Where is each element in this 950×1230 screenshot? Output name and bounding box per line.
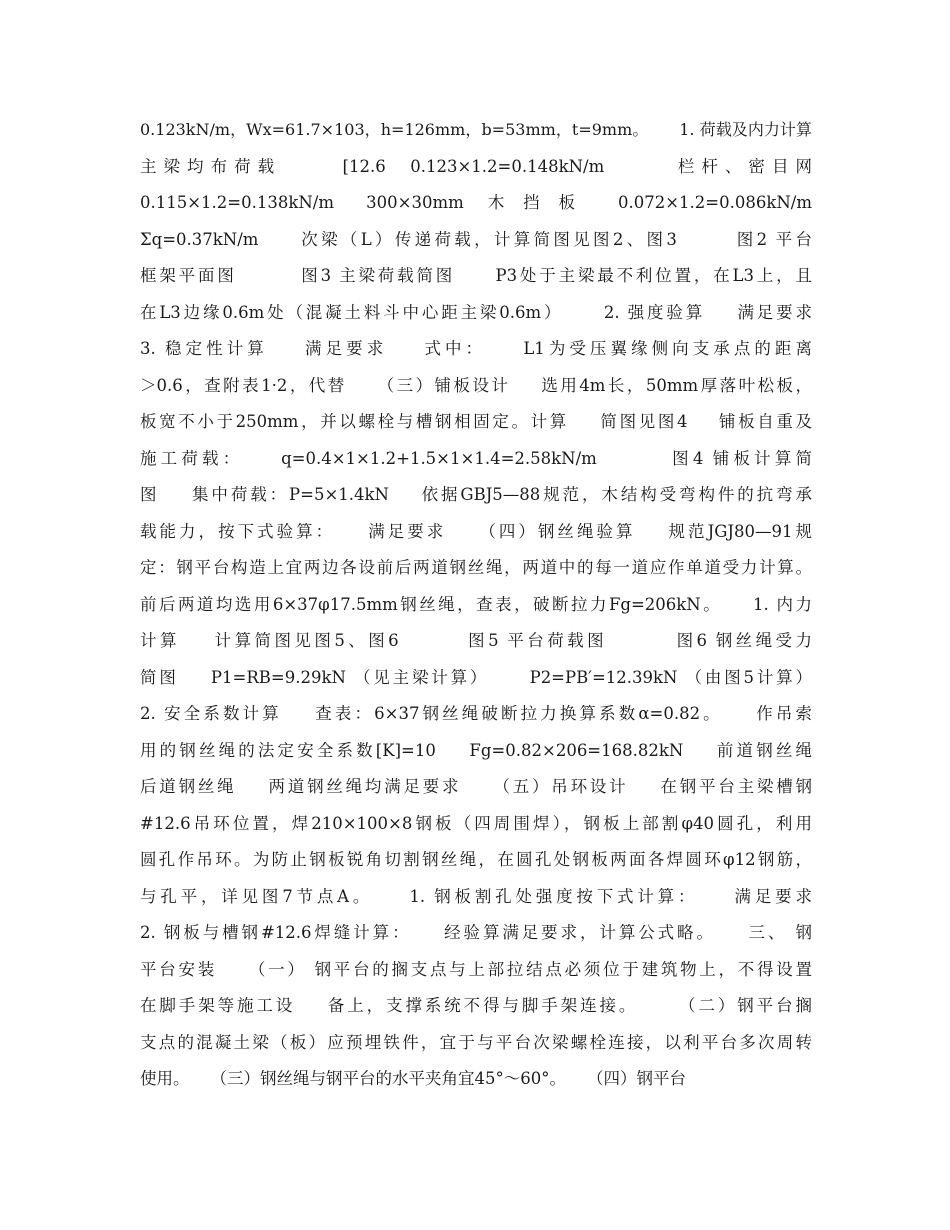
text-line: 在脚手架等施工设 备上，支撑系统不得与脚手架连接。 （二）钢平台搁 [140, 996, 812, 1015]
text-line: Σq=0.37kN/m 次梁（L）传递荷载，计算简图见图2、图3 图2 平台 [140, 229, 812, 249]
text-line: 框架平面图 图3 主梁荷载简图 P3处于主梁最不利位置，在L3上，且 [140, 266, 812, 285]
text-line: 后道钢丝绳 两道钢丝绳均满足要求 （五）吊环设计 在钢平台主梁槽钢 [140, 777, 812, 796]
text-line: 图 集中荷载：P=5×1.4kN 依据GBJ5—88规范，木结构受弯构件的抗弯承 [140, 485, 812, 504]
body-text [140, 112, 812, 1098]
text-line: 主梁均布荷载 [12.6 0.123×1.2=0.148kN/m 栏杆、密目网 [140, 156, 812, 176]
text-line: 载能力，按下式验算： 满足要求 （四）钢丝绳验算 规范JGJ80—91规 [140, 521, 812, 541]
text-line: 定：钢平台构造上宜两边各设前后两道钢丝绳，两道中的每一道应作单道受力计算。 [140, 558, 812, 577]
text-line: 板宽不小于250mm，并以螺栓与槽钢相固定。计算 简图见图4 铺板自重及 [140, 412, 812, 431]
text-line: 与孔平，详见图7节点A。 1. 钢板割孔处强度按下式计算： 满足要求 [140, 886, 812, 906]
text-line: 计算 计算简图见图5、图6 图5 平台荷载图 图6 钢丝绳受力 [140, 631, 812, 650]
text-line: #12.6吊环位置，焊210×100×8钢板（四周围焊），钢板上部割φ40圆孔，利用 [140, 813, 812, 833]
text-line: 2. 安全系数计算 查表：6×37钢丝绳破断拉力换算系数α=0.82。 作吊索 [140, 704, 812, 723]
text-line: ＞0.6，查附表1·2，代替 （三）铺板设计 选用4m长，50mm厚落叶松板， [140, 375, 812, 395]
text-line: 0.123kN/m，Wx=61.7×103，h=126mm，b=53mm，t=9mm。 1. 荷载及内力计算 [140, 120, 812, 139]
text-line: 施工荷载： q=0.4×1×1.2+1.5×1×1.4=2.58kN/m 图4 铺板计算简 [140, 448, 812, 468]
text-line: 简图 P1=RB=9.29kN （见主梁计算） P2=PB′=12.39kN （由图5计算） [140, 667, 812, 687]
text-line: 0.115×1.2=0.138kN/m 300×30mm 木 挡 板 0.072×1.2=0.086kN/m [140, 193, 812, 212]
text-line: 使用。 （三）钢丝绳与钢平台的水平夹角宜45°～60°。 （四）钢平台 [140, 1069, 686, 1088]
text-line: 支点的混凝土梁（板）应预埋铁件，宜于与平台次梁螺栓连接，以利平台多次周转 [140, 1032, 812, 1052]
text-line: 2. 钢板与槽钢#12.6焊缝计算： 经验算满足要求，计算公式略。 三、 钢 [140, 923, 812, 942]
text-line: 用的钢丝绳的法定安全系数[K]=10 Fg=0.82×206=168.82kN 前道钢丝绳 [140, 740, 812, 760]
text-line: 前后两道均选用6×37φ17.5mm钢丝绳，查表，破断拉力Fg=206kN。 1. 内力 [140, 594, 812, 614]
text-line: 圆孔作吊环。为防止钢板锐角切割钢丝绳，在圆孔处钢板两面各焊圆环φ12钢筋， [140, 850, 812, 869]
text-line: 平台安装 （一） 钢平台的搁支点与上部拉结点必须位于建筑物上，不得设置 [140, 959, 812, 979]
text-line: 在L3边缘0.6m处（混凝土料斗中心距主梁0.6m） 2. 强度验算 满足要求 [140, 302, 812, 322]
text-line: 3. 稳定性计算 满足要求 式中： L1为受压翼缘侧向支承点的距离 [140, 339, 812, 358]
